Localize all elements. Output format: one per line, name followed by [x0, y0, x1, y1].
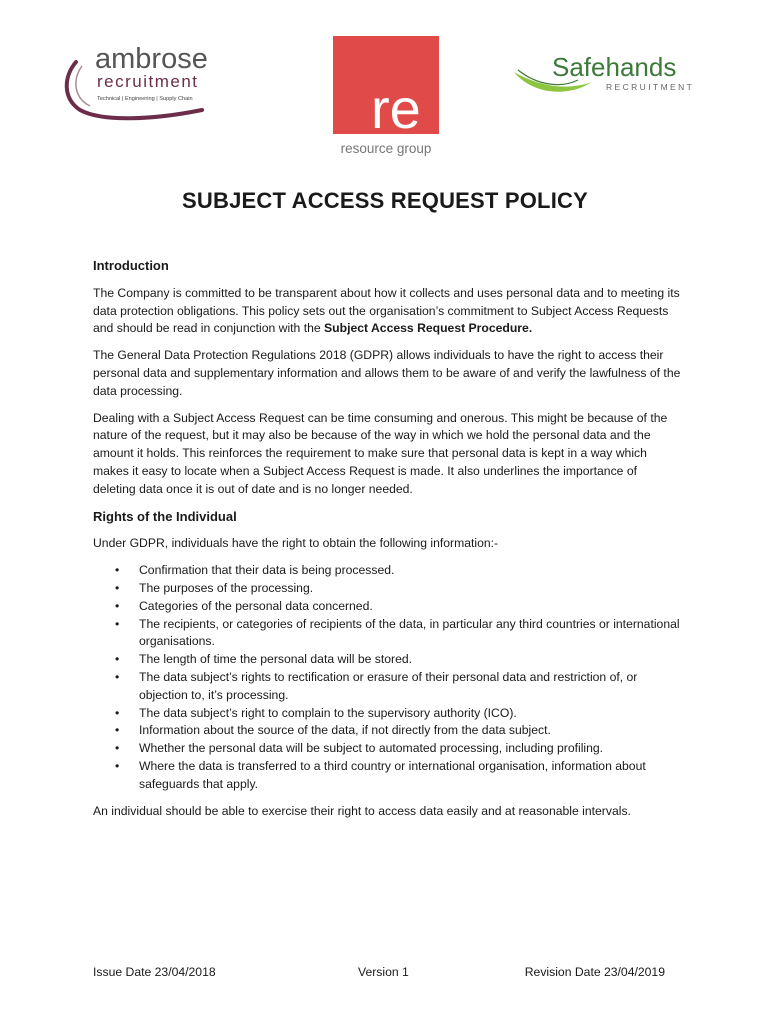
procedure-reference: Subject Access Request Procedure.: [324, 321, 533, 336]
rights-closing: An individual should be able to exercise their right to access data easily and at reasonable intervals.: [93, 803, 631, 818]
rights-heading: Rights of the Individual: [93, 508, 237, 524]
revision-date: Revision Date 23/04/2019: [524, 965, 665, 979]
introduction-paragraph-2: The General Data Protection Regulations 2018 (GDPR) allows individuals to have the right to access their personal data and supplementary information and allows them to be aware of and verify the lawfulness of the data processing.: [93, 348, 681, 398]
introduction-heading: Introduction: [93, 258, 169, 273]
rights-intro: Under GDPR, individuals have the right to obtain the following information:-: [93, 536, 499, 551]
ambrose-name: ambrose: [95, 43, 208, 75]
list-item: • Confirmation that their data is being processed.: [93, 562, 683, 580]
version-label: Version 1: [358, 965, 409, 979]
re-sub: resource group: [340, 141, 432, 156]
list-item: • Categories of the personal data concerned.: [93, 598, 683, 616]
re-mark: re: [371, 77, 421, 140]
list-item: • The data subject’s rights to rectification or erasure of their personal data and restriction of, or objection to, it’s processing.: [93, 669, 683, 705]
list-item: • The data subject’s right to complain to the supervisory authority (ICO).: [93, 705, 683, 723]
list-item: • Information about the source of the data, if not directly from the data subject.: [93, 722, 683, 740]
logo-header: [0, 0, 770, 165]
safehands-sub: RECRUITMENT: [606, 82, 695, 92]
rights-list: [93, 562, 683, 793]
list-item: • Where the data is transferred to a third country or international organisation, information about safeguards that apply.: [93, 758, 683, 794]
safehands-name: Safehands: [552, 52, 677, 82]
introduction-paragraph-1-text: The Company is committed to be transparent about how it collects and uses personal data and to meeting its data protection obligations. This policy sets out the organisation’s commitment to Subject Access Requests and should be read in conjunction with the: [93, 285, 680, 336]
list-item: • The length of time the personal data will be stored.: [93, 651, 683, 669]
list-item: • Whether the personal data will be subject to automated processing, including profiling.: [93, 740, 683, 758]
document-body: [93, 257, 683, 829]
ambrose-tagline: Technical | Engineering | Supply Chain: [97, 96, 193, 102]
resource-group-logo: [333, 36, 439, 158]
issue-date: Issue Date 23/04/2018: [93, 965, 216, 979]
list-item: • The purposes of the processing.: [93, 580, 683, 598]
safehands-recruitment-logo: [512, 50, 702, 100]
list-item: • The recipients, or categories of recipients of the data, in particular any third countries or international organisations.: [93, 616, 683, 652]
introduction-paragraph-1: [93, 285, 683, 338]
introduction-paragraph-3: Dealing with a Subject Access Request can be time consuming and onerous. This might be because of the nature of the request, but it may also be because of the way in which we hold the personal data and the amount it holds. This reinforces the requirement to make sure that personal data is kept in a way which makes it easy to locate when a Subject Access Request is made. It also underlines the importance of deleting data once it is out of date and is no longer needed.: [93, 410, 668, 496]
page-title: SUBJECT ACCESS REQUEST POLICY: [182, 188, 588, 213]
ambrose-sub: recruitment: [97, 72, 199, 91]
ambrose-recruitment-logo: [62, 40, 240, 122]
